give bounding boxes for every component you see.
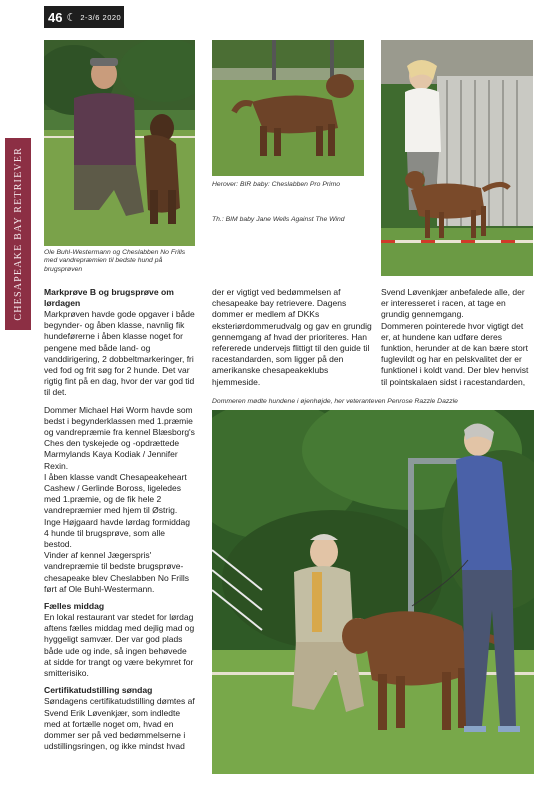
page-number: 46: [48, 9, 63, 25]
moon-icon: ☾: [66, 11, 77, 24]
section-label: CHESAPEAKE BAY RETRIEVER: [12, 147, 24, 321]
paragraph: I åben klasse vandt Chesapeakeheart Cashew / Gerlinde Boross, ligeledes med 1.præmie, og de fik hele 2 vandrepræmier med hjem til Østrig.: [44, 471, 187, 516]
heading-certifikatudstilling: Certifikatudstilling søndag: [44, 685, 153, 696]
page-header: [44, 6, 124, 28]
paragraph: Svend Løvenkjær anbefalede alle, der er interesseret i racen, at tage en grundig gennemgang.: [381, 287, 525, 320]
article-column-1: [44, 287, 195, 758]
paragraph: Dommeren pointerede hvor vigtigt det er, at hundene kan udføre deres funktion, herunder at de kan bære stort fuglevildt og har en pelskvalitet der er funktionel i koldt vand. Der blev henvist til pointskalaen sidst i racestandarden,: [381, 320, 529, 387]
paragraph: En lokal restaurant var stedet for lørdag aftens fælles middag med dejlig mad og hyggeligt samvær. Der var god plads både ude og inde, så ingen behøvede at sidde for trangt og være bekymret for smitterisiko.: [44, 612, 195, 679]
photo-judge-with-dog: [212, 410, 534, 774]
article-column-2: [212, 287, 372, 394]
heading-markproeve: Markprøve B og brugsprøve om lørdagen: [44, 287, 174, 308]
issue-date: 2-3/6 2020: [80, 12, 122, 22]
caption-photo2-th: Th.: BIM baby Jane Wells Against The Wind: [212, 216, 345, 223]
photo-puppy-bir: [212, 40, 364, 176]
caption-photo4: Dommeren mødte hundene i øjenhøjde, her veteranteven Penrose Razzle Dazzle: [212, 398, 458, 405]
caption-photo1: Ole Buhl-Westermann og Cheslabben No Frills med vandrepræmien til bedste hund på brugsprøven: [44, 249, 186, 273]
paragraph: Markprøven havde gode opgaver i både begynder- og åben klasse, navnlig fik hundeførerne i åben klasse noget for pengene med både land- og vanddirigering, 2 dobbeltmarkeringer, fri ved fod og frit søg for 2 hunde. Det var rigtig fint på en dag, hvor der var god tid til det.: [44, 309, 195, 398]
section-sidebar: [5, 138, 31, 330]
photo-handler-with-dog: [44, 40, 195, 246]
paragraph: der er vigtigt ved bedømmelsen af chesapeake bay retrievere. Dagens dommer er medlem af DKKs eksteriørdommerudvalg og gav en grundig gennemgang af hvad der prioriteres. Han refererede undervejs flittigt til den guide til racestandarden, som ligger på den amerikanske chesapeakeklubs hjemmeside.: [212, 287, 372, 387]
caption-photo2-herover: Herover: BIR baby: Cheslabben Pro Primo: [212, 181, 341, 188]
heading-faelles-middag: Fælles middag: [44, 601, 105, 612]
paragraph: Søndagens certifikatudstilling dømtes af Svend Erik Løvenkjær, som indledte med at fortælle noget om, hvad en dommer ser på ved bedømmelserne i udstillingsringen, og ikke mindst hvad: [44, 696, 195, 752]
paragraph: Vinder af kennel Jægerspris' vandrepræmie til bedste brugsprøve-chesapeake blev Cheslabben No Frills ført af Ole Buhl-Westermann.: [44, 550, 190, 594]
paragraph: Dommer Michael Høi Worm havde som bedst i begynderklassen med 1.præmie og vandrepræmie fra kennel Blæsborg's Ches den tyskejede og -opdrættede Marmylands Kaya Kodiak / Jennifer Rexin.: [44, 404, 195, 471]
photo-handler-woman-dog: [381, 40, 533, 276]
article-column-3: [381, 287, 533, 394]
paragraph: Inge Højgaard havde lørdag formiddag 4 hunde til brugsprøve, som alle bestod.: [44, 516, 190, 550]
